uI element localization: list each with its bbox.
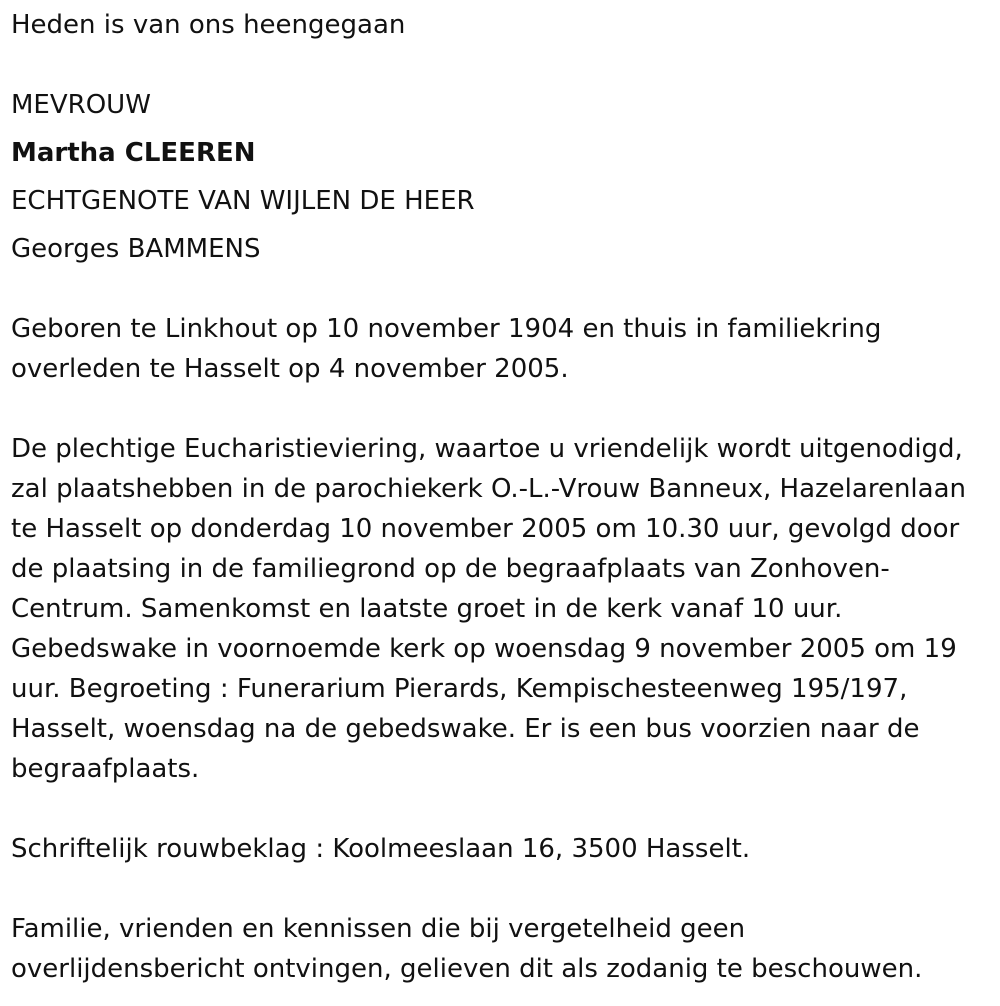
condolences-line: Schriftelijk rouwbeklag : Koolmeeslaan 16, 3500 Hasselt.	[11, 834, 751, 864]
title-prefix: MEVROUW	[11, 90, 151, 120]
birth-death-line-2: overleden te Hasselt op 4 november 2005.	[11, 354, 569, 384]
closing-line-2: overlijdensbericht ontvingen, gelieven dit als zodanig te beschouwen.	[11, 954, 923, 984]
ceremony-line-6: Gebedswake in voornoemde kerk op woensdag 9 november 2005 om 19	[11, 634, 957, 664]
closing-line-1: Familie, vrienden en kennissen die bij vergetelheid geen	[11, 914, 746, 944]
intro-line: Heden is van ons heengegaan	[11, 10, 406, 40]
ceremony-line-7: uur. Begroeting : Funerarium Pierards, Kempischesteenweg 195/197,	[11, 674, 908, 704]
ceremony-line-2: zal plaatshebben in de parochiekerk O.-L.-Vrouw Banneux, Hazelarenlaan	[11, 474, 966, 504]
ceremony-line-8: Hasselt, woensdag na de gebedswake. Er is een bus voorzien naar de	[11, 714, 920, 744]
ceremony-line-4: de plaatsing in de familiegrond op de begraafplaats van Zonhoven-	[11, 554, 890, 584]
spouse-name: Georges BAMMENS	[11, 234, 261, 264]
ceremony-line-9: begraafplaats.	[11, 754, 200, 784]
birth-death-line-1: Geboren te Linkhout op 10 november 1904 en thuis in familiekring	[11, 314, 882, 344]
ceremony-line-1: De plechtige Eucharistieviering, waartoe u vriendelijk wordt uitgenodigd,	[11, 434, 963, 464]
ceremony-line-3: te Hasselt op donderdag 10 november 2005 om 10.30 uur, gevolgd door	[11, 514, 960, 544]
relation-line: ECHTGENOTE VAN WIJLEN DE HEER	[11, 186, 475, 216]
ceremony-line-5: Centrum. Samenkomst en laatste groet in de kerk vanaf 10 uur.	[11, 594, 843, 624]
deceased-name: Martha CLEEREN	[11, 138, 256, 168]
